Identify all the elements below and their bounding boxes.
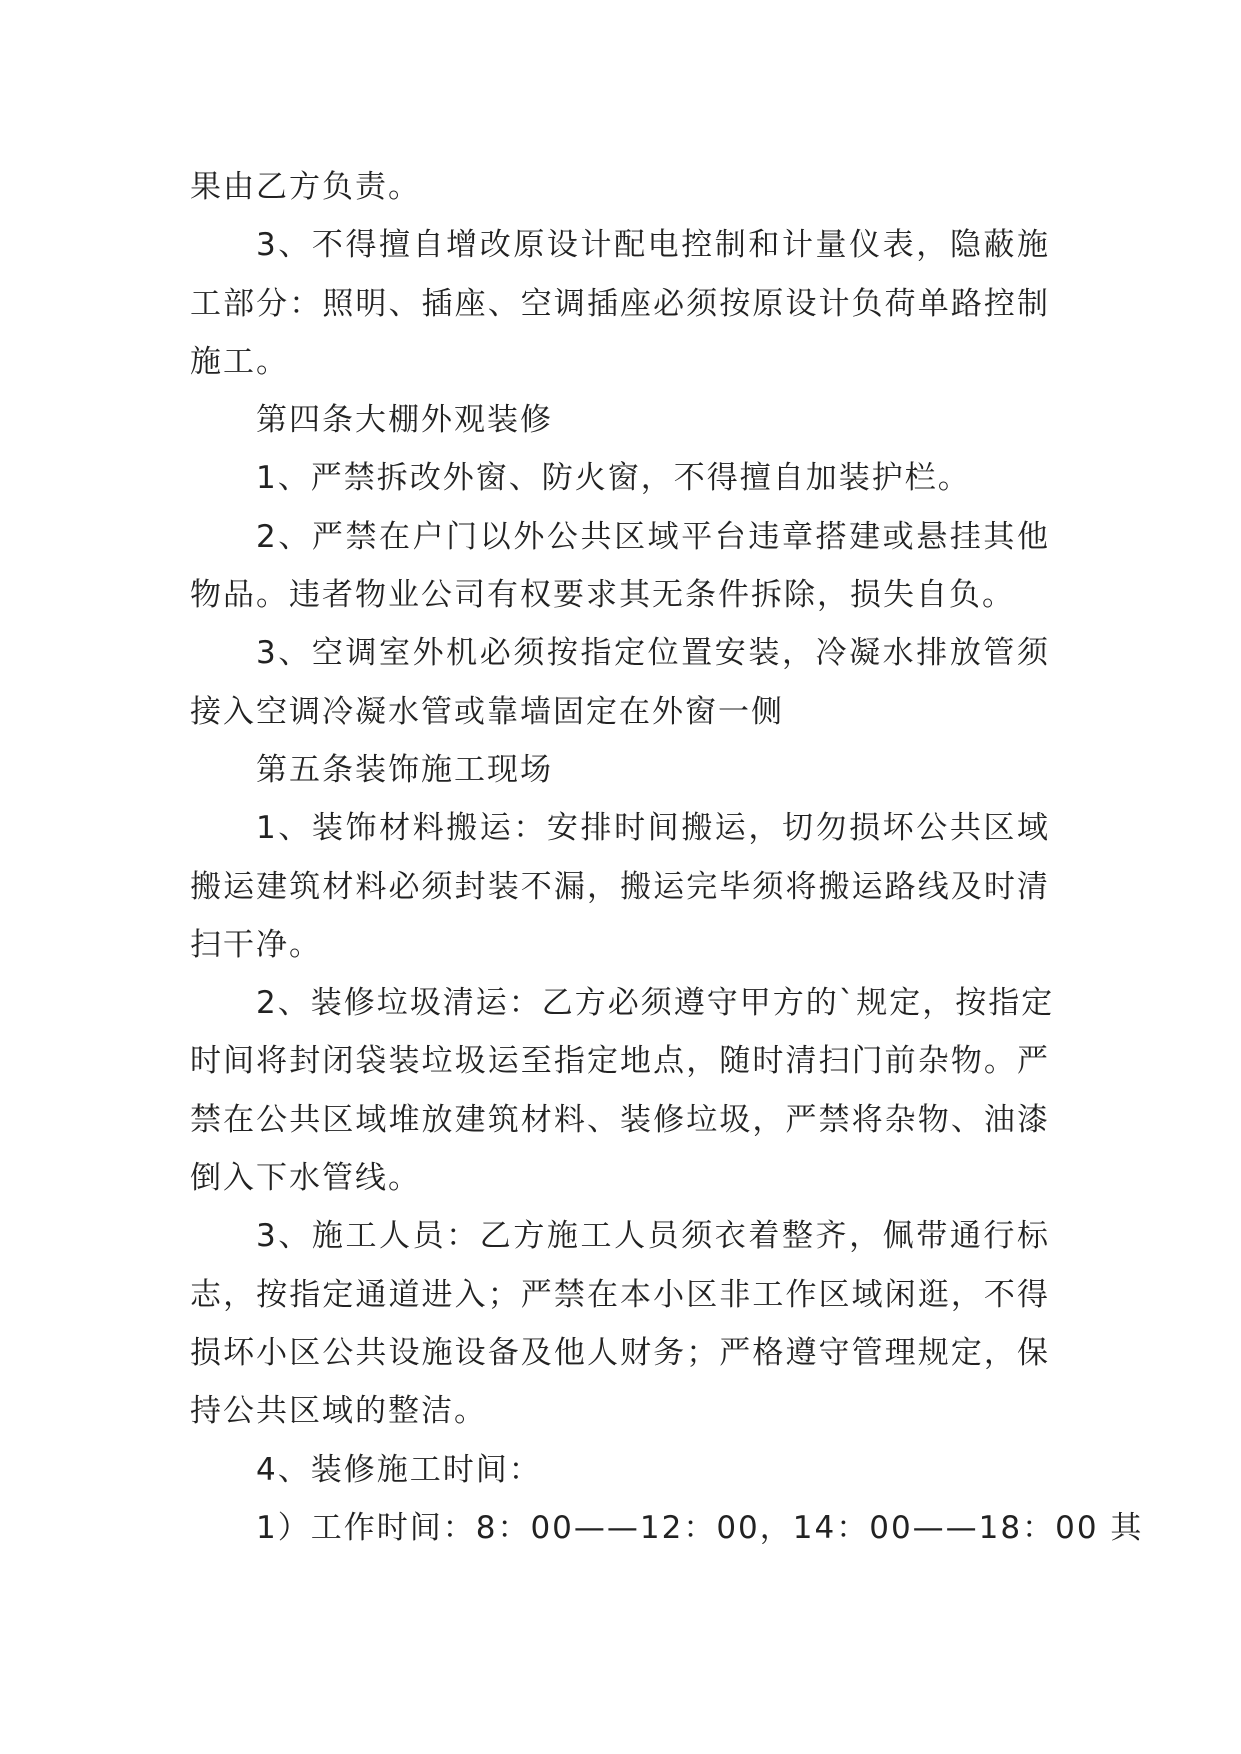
text-line: 1、严禁拆改外窗、防火窗，不得擅自加装护栏。 [256, 460, 971, 497]
text-line: 物品。违者物业公司有权要求其无条件拆除，损失自负。 [190, 577, 1015, 614]
text-line: 3、空调室外机必须按指定位置安装，冷凝水排放管须 [256, 635, 1050, 672]
text-line: 2、严禁在户门以外公共区域平台违章搭建或悬挂其他 [256, 518, 1050, 555]
text-line: 工部分：照明、插座、空调插座必须按原设计负荷单路控制 [190, 285, 1050, 322]
section-heading: 第四条大棚外观装修 [256, 402, 553, 439]
text-line: 果由乙方负责。 [190, 169, 421, 205]
text-line: 扫干净。 [190, 926, 322, 963]
text-line: 1）工作时间：8：00——12：00，14：00——18：00 其 [256, 1509, 1144, 1546]
text-line: 3、施工人员：乙方施工人员须衣着整齐，佩带通行标 [256, 1218, 1050, 1255]
text-line: 持公共区域的整洁。 [190, 1393, 487, 1430]
text-line: 志，按指定通道进入；严禁在本小区非工作区域闲逛，不得 [190, 1276, 1050, 1313]
text-line: 4、装修施工时间： [256, 1451, 542, 1488]
section-heading: 第五条装饰施工现场 [256, 751, 553, 788]
text-line: 搬运建筑材料必须封装不漏，搬运完毕须将搬运路线及时清 [190, 868, 1050, 905]
text-line: 时间将封闭袋装垃圾运至指定地点，随时清扫门前杂物。严 [190, 1043, 1050, 1080]
text-line: 施工。 [190, 343, 289, 380]
text-line: 禁在公共区域堆放建筑材料、装修垃圾，严禁将杂物、油漆 [190, 1101, 1050, 1138]
text-line: 1、装饰材料搬运：安排时间搬运，切勿损坏公共区域 [256, 810, 1050, 847]
document-body [190, 158, 1144, 1557]
text-line: 3、不得擅自增改原设计配电控制和计量仪表，隐蔽施 [256, 227, 1050, 264]
text-line: 接入空调冷凝水管或靠墙固定在外窗一侧 [190, 693, 784, 730]
text-line: 2、装修垃圾清运：乙方必须遵守甲方的`规定，按指定 [256, 985, 1055, 1022]
text-line: 损坏小区公共设施设备及他人财务；严格遵守管理规定，保 [190, 1334, 1050, 1371]
text-line: 倒入下水管线。 [190, 1160, 421, 1197]
